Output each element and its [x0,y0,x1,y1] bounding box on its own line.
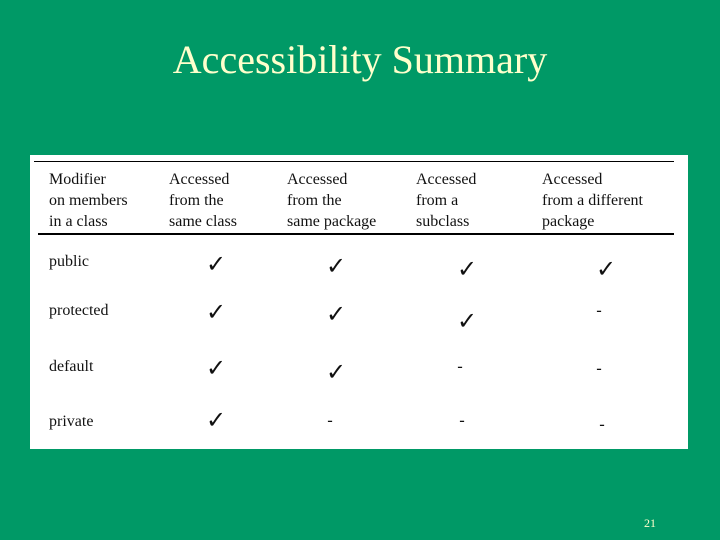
cell-public-subclass: ✓ [456,255,478,283]
col-header-subclass: Accessed from a subclass [416,171,477,230]
cell-private-same-class: ✓ [205,406,227,434]
table-top-rule [34,161,674,162]
col-header-different-package: Accessed from a different package [542,171,643,230]
cell-default-different-package: - [596,359,602,378]
cell-default-same-package: ✓ [325,358,347,386]
cell-public-different-package: ✓ [595,255,617,283]
col-header-modifier: Modifier on members in a class [49,171,128,230]
cell-private-same-package: - [327,411,333,430]
cell-private-subclass: - [459,411,465,430]
col-header-same-package: Accessed from the same package [287,171,377,230]
cell-default-same-class: ✓ [205,354,227,382]
col-header-same-class: Accessed from the same class [169,171,237,230]
slide-title: Accessibility Summary [172,37,548,82]
accessibility-table [30,155,688,449]
cell-protected-same-class: ✓ [205,298,227,326]
cell-default-subclass: - [457,357,463,376]
cell-public-same-package: ✓ [325,252,347,280]
cell-protected-different-package: - [596,301,602,320]
row-label-private: private [49,413,94,430]
row-label-default: default [49,358,94,375]
row-label-public: public [49,253,89,270]
row-label-protected: protected [49,302,109,319]
page-number: 21 [644,516,656,530]
cell-protected-subclass: ✓ [456,307,478,335]
header-bottom-rule [38,233,674,235]
cell-protected-same-package: ✓ [325,300,347,328]
cell-public-same-class: ✓ [205,250,227,278]
cell-private-different-package: - [599,415,605,434]
